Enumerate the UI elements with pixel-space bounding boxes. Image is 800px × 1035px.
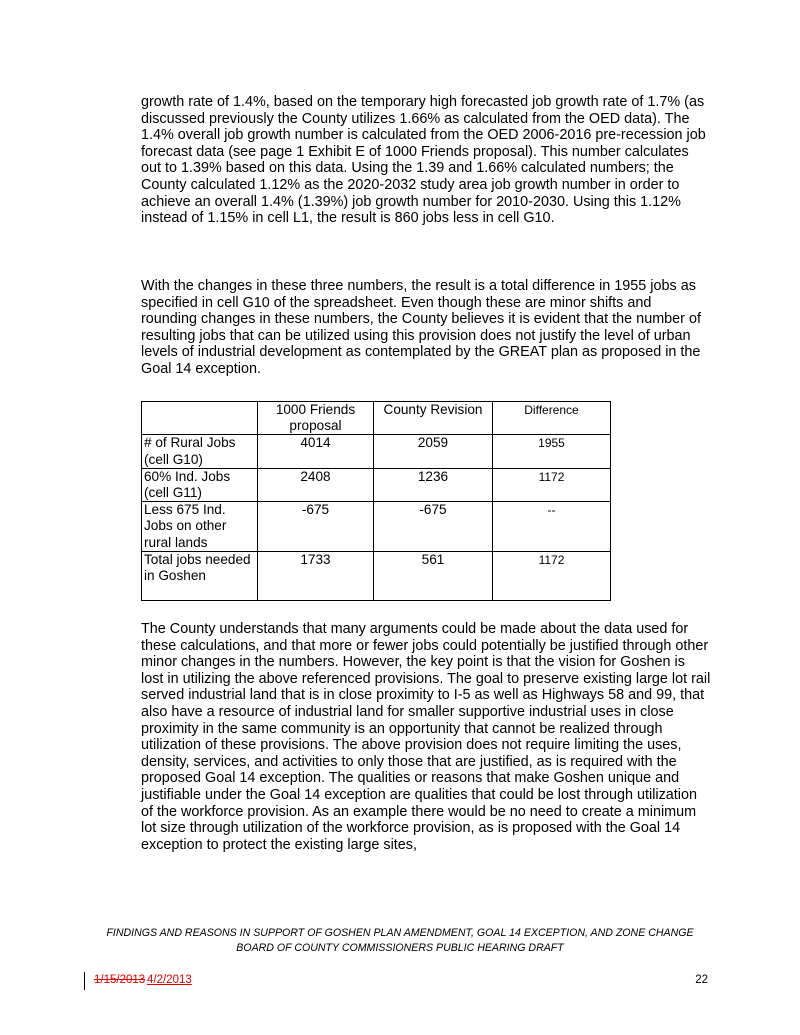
table-cell: -- [493, 502, 611, 552]
revision-change-bar [84, 972, 85, 990]
row-label: Less 675 Ind. Jobs on other rural lands [142, 502, 258, 552]
table-cell: 2408 [258, 468, 374, 501]
table-cell: -675 [258, 502, 374, 552]
table-cell: -675 [374, 502, 493, 552]
table-cell: 1733 [258, 551, 374, 600]
row-label: Total jobs needed in Goshen [142, 551, 258, 600]
footer-title-line: FINDINGS AND REASONS IN SUPPORT OF GOSHEN PLAN AMENDMENT, GOAL 14 EXCEPTION, AND ZONE CHANGE [106, 927, 694, 939]
table-cell: 1172 [493, 551, 611, 600]
paragraph-growth-rate: growth rate of 1.4%, based on the temporary high forecasted job growth rate of 1.7% (as discussed previously the County utilizes 1.66% as calculated from the OED data). The 1.4% overall job growth number is calculated from the OED 2006-2016 pre-recession job forecast data (see page 1 Exhibit E of 1000 Friends proposal). This number calculates out to 1.39% based on this data. Using the 1.39 and 1.66% calculated numbers; the County calculated 1.12% as the 2020-2032 study area job growth number in order to achieve an overall 1.4% (1.39%) job growth number for 2010-2030. Using this 1.12% instead of 1.15% in cell L1, the result is 860 jobs less in cell G10. [141, 94, 706, 227]
table-row [142, 468, 611, 501]
inserted-date: 4/2/2013 [147, 974, 192, 986]
deleted-date: 1/15/2013 [94, 974, 146, 986]
table-row [142, 551, 611, 600]
table-row [142, 502, 611, 552]
table-cell: 1955 [493, 435, 611, 468]
table-header-cell: County Revision [374, 402, 493, 435]
page-number: 22 [695, 974, 708, 986]
footer-subtitle-line: BOARD OF COUNTY COMMISSIONERS PUBLIC HEARING DRAFT [236, 942, 564, 954]
table-header-cell: Difference [493, 402, 611, 435]
table-header-cell: 1000 Friends proposal [258, 402, 374, 435]
table-cell: 1236 [374, 468, 493, 501]
table-cell: 2059 [374, 435, 493, 468]
paragraph-county-understands: The County understands that many arguments could be made about the data used for these calculations, and that more or fewer jobs could potentially be justified through other minor changes in the numbers. However, the key point is that the vision for Goshen is lost in utilizing the above referenced provisions. The goal to preserve existing large lot rail served industrial land that is in close proximity to I-5 as well as Highways 58 and 99, that also have a resource of industrial land for smaller supportive industrial uses in close proximity in the same community is an opportunity that cannot be realized through utilization of these provisions. The above provision does not require limiting the uses, density, services, and activities to only those that are justified, as is required with the proposed Goal 14 exception. The qualities or reasons that make Goshen unique and justifiable under the Goal 14 exception are qualities that could be lost through utilization of the workforce provision. As an example there would be no need to create a minimum lot size through utilization of the workforce provision, as is proposed with the Goal 14 exception to protect the existing large sites, [141, 621, 711, 853]
paragraph-changes-summary: With the changes in these three numbers, the result is a total difference in 1955 jobs as specified in cell G10 of the spreadsheet. Even though these are minor shifts and rounding changes in these numbers, the County believes it is evident that the number of resulting jobs that can be utilized using this provision does not justify the level of urban levels of industrial development as contemplated by the GREAT plan as proposed in the Goal 14 exception. [141, 278, 701, 377]
row-label: # of Rural Jobs (cell G10) [142, 435, 258, 468]
table-cell: 561 [374, 551, 493, 600]
row-label: 60% Ind. Jobs (cell G11) [142, 468, 258, 501]
table-header-cell [142, 402, 258, 435]
footer-date-row [84, 972, 724, 990]
table-cell: 1172 [493, 468, 611, 501]
table-cell: 4014 [258, 435, 374, 468]
table-header-row [142, 402, 611, 435]
page-footer [0, 926, 800, 956]
table-row [142, 435, 611, 468]
jobs-comparison-table [141, 401, 611, 601]
